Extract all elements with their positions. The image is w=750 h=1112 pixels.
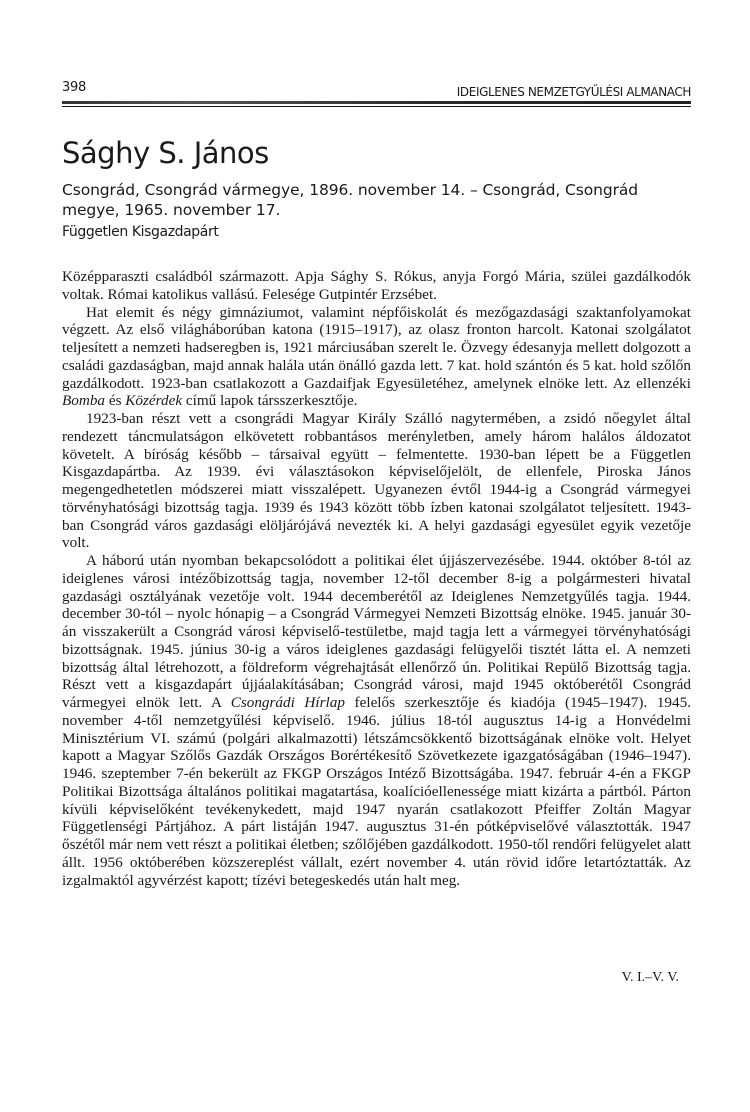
header-rule-thick	[62, 101, 691, 104]
paragraph	[62, 552, 691, 889]
entry-lifespan: Csongrád, Csongrád vármegye, 1896. november 14. – Csongrád, Csongrád megye, 1965. november 17.	[62, 181, 639, 219]
paragraph	[62, 410, 691, 552]
text-segment: 1923-ban részt vett a csongrádi Magyar Király Szálló nagytermében, a zsidó nőegylet által rendezett táncmulatságon elkövetett robbantásos merényletben, amely három halálos áldozatot követelt. A bíróság később – társaival együtt – felmentette. 1930-ban lépett be a Független Kisgazdapártba. Az 1939. évi választásokon képviselőjelölt, de ellenfele, Piroska János megengedhetetlen módszerei miatt visszalépett. Ugyanezen évtől 1944-ig a Csongrád vármegyei törvényhatósági bizottság tagja. 1939 és 1943 között több ízben katonai szolgálatot teljesített. 1943-ban Csongrád város gazdasági elöljárójává nevezték ki. A helyi gazdasági egyesület egyik vezetője volt.	[62, 410, 691, 552]
text-segment: és	[105, 392, 126, 410]
author-signature: V. I.–V. V.	[621, 970, 679, 985]
running-header	[62, 80, 691, 100]
page-number: 398	[62, 80, 86, 95]
text-segment: Középparaszti családból származott. Apja Sághy S. Rókus, anyja Forgó Mária, szülei gazdálkodók voltak. Római katolikus vallású. Felesége Gutpintér Erzsébet.	[62, 268, 691, 303]
text-segment: Hat elemit és négy gimnáziumot, valamint népfőiskolát és mezőgazdasági szaktanfolyamokat végzett. Az első világháborúban katona (1915–1917), az olasz fronton harcolt. Katonai szolgálatot teljesített a nemzeti hadseregben is, 1921 márciusában szerelt le. Özvegy édesanyja mellett dolgozott a családi gazdaságban, majd annak halála után önálló gazda lett. 7 kat. hold szántón és 5 kat. hold szőlőn gazdálkodott. 1923-ban csatlakozott a Gazdaifjak Egyesületéhez, amelynek elnöke lett. Az ellenzéki	[62, 303, 691, 392]
publication-title: Közérdek	[125, 392, 183, 410]
paragraph	[62, 268, 691, 304]
publication-title: Csongrádi Hírlap	[230, 694, 345, 711]
entry-party: Független Kisgazdapárt	[62, 224, 219, 240]
publication-title: Bomba	[62, 392, 106, 410]
text-segment: című lapok társszerkesztője.	[182, 392, 358, 410]
text-segment: A háború után nyomban bekapcsolódott a politikai élet újjászervezésébe. 1944. október 8-tól az ideiglenes városi intézőbizottság tagja, november 12-től december 8-ig a polgármesteri hivatal gazdasági osztályának vezetője volt. 1944 decemberétől az Ideiglenes Nemzetgyűlés tagja. 1944. december 30-tól – nyolc hónapig – a Csongrád Vármegyei Nemzeti Bizottság elnöke. 1945. január 30-án visszakerült a Csongrád városi képviselő-testületbe, majd tagja lett a vármegyei törvényhatósági bizottságnak. 1945. június 30-ig a város ideiglenes gazdasági felügyelői tisztét látta el. A nemzeti bizottság által létrehozott, a földreform végrehajtását ellenőrző ún. Politikai Repülő Bizottság tagja. Részt vett a kisgazdapárt újjáalakításában; Csongrád városi, majd 1945 októberétől Csongrád vármegyei elnök lett. A	[62, 552, 691, 711]
text-segment: felelős szerkesztője és kiadója (1945–1947). 1945. november 4-től nemzetgyűlési képviselő. 1946. július 18-tól augusztus 14-ig a Honvédelmi Minisztérium VI. számú (polgári alkalmazotti) létszámcsökkentő bizottságának elnöke volt. Helyet kapott a Magyar Szőlős Gazdák Országos Borértékesítő Szövetkezete igazgatóságában (1946–1947). 1946. szeptember 7-én bekerült az FKGP Országos Intéző Bizottságába. 1947. február 4-én a FKGP Politikai Bizottsága általános politikai magatartása, koalícióellenessége miatt kizárta a pártból. Párton kívüli képviselőként tevékenykedett, majd 1947 nyarán csatlakozott Pfeiffer Zoltán Magyar Függetlenségi Pártjához. A párt listáján 1947. augusztus 31-én pótképviselővé választották. 1947 őszétől már nem vett részt a politikai életben; szőlőjében gazdálkodott. 1950-től rendőri felügyelet alatt állt. 1956 októberében közszereplést vállalt, ezért november 4. után rövid időre letartóztatták. Az izgalmaktól agyvérzést kapott; tízévi betegeskedés után halt meg.	[62, 694, 691, 889]
paragraph	[62, 304, 691, 411]
biography-body	[62, 268, 691, 889]
header-rule-thin	[62, 106, 691, 107]
running-title: IDEIGLENES NEMZETGYŰLÉSI ALMANACH	[456, 85, 691, 99]
entry-name: Sághy S. János	[62, 136, 269, 170]
